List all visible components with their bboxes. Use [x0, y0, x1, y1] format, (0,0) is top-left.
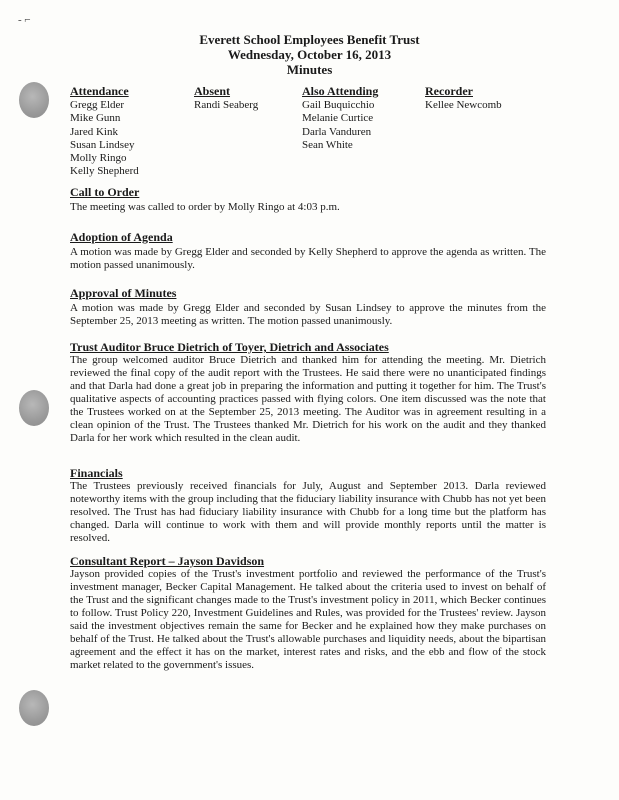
attendee-name: Mike Gunn	[70, 112, 121, 125]
meeting-date: Wednesday, October 16, 2013	[227, 47, 392, 62]
binder-hole-top	[19, 82, 49, 118]
document-header	[0, 32, 619, 77]
attendee-name: Kelly Shepherd	[70, 165, 139, 178]
also-attending-column	[302, 85, 378, 152]
binder-hole-middle	[19, 390, 49, 426]
absent-heading: Absent	[194, 84, 231, 98]
section-heading: Call to Order	[70, 185, 140, 199]
guest-name: Sean White	[302, 138, 353, 151]
financials-section	[70, 467, 546, 545]
adoption-of-agenda-section	[70, 231, 546, 272]
attendance-heading: Attendance	[70, 84, 129, 98]
attendee-name: Molly Ringo	[70, 152, 127, 165]
section-heading: Financials	[70, 466, 123, 480]
call-to-order-section	[70, 186, 546, 214]
recorder-heading: Recorder	[425, 84, 473, 98]
org-title: Everett School Employees Benefit Trust	[199, 32, 420, 47]
section-heading: Adoption of Agenda	[70, 230, 173, 244]
absent-column	[194, 85, 258, 112]
attendee-name: Susan Lindsey	[70, 138, 135, 151]
section-body: The meeting was called to order by Molly Ringo at 4:03 p.m.	[70, 201, 340, 213]
section-body: The Trustees previously received financials for July, August and September 2013. Darla reviewed noteworthy items with the group including that the fiduciary liability insurance with Chubb has not yet been resolved. The Trust has had fiduciary liability insurance with Chubb for a long time but the platform has changed. Darla will continue to work with them and will provide monthly reports until the matter is resolved.	[70, 480, 546, 544]
recorder-name: Kellee Newcomb	[425, 99, 502, 112]
attendee-name: Gregg Elder	[70, 99, 125, 112]
document-type: Minutes	[286, 62, 333, 77]
attendance-column	[70, 85, 139, 178]
guest-name: Darla Vanduren	[302, 125, 372, 138]
section-body: The group welcomed auditor Bruce Dietrich and thanked him for attending the meeting. Mr. Dietrich reviewed the final copy of the audit report with the Trustees. He said there were no unanticipated findings and that Darla had done a great job in preparing the information and putting it together for him. The Trust's qualitative aspects of accounting practices passed with flying colors. One item discussed was the note that the Trustees worked on at the September 25, 2013 meeting. The Auditor was in agreement resulting in a clean opinion of the Trust. The Trustees thanked Mr. Dietrich for his work on the audit and they thanked Darla for her work which resulted in the clean audit.	[70, 354, 546, 444]
trust-auditor-section	[70, 341, 546, 445]
attendee-name: Jared Kink	[70, 125, 118, 138]
consultant-report-section	[70, 555, 546, 672]
absent-name: Randi Seaberg	[194, 99, 259, 112]
section-body: Jayson provided copies of the Trust's investment portfolio and reviewed the performance of the Trust's investment manager, Becker Capital Management. He talked about the criteria used to invest on behalf of the Trust and the significant changes made to the Trust's investment policy in 2011, which Becker continues to follow. Trust Policy 220, Investment Guidelines and Rules, was provided for the Trustees' review. Jayson said the investment objectives remain the same for Becker and he explained how they make purchases on behalf of the Trust. He talked about the Trust's allowable purchases and liquidity needs, about the bipartisan agreement and the effect it has on the market, interest rates and risks, and the ebb and flow of the stock market related to the government's issues.	[70, 568, 546, 671]
also-attending-heading: Also Attending	[302, 84, 379, 98]
section-body: A motion was made by Gregg Elder and seconded by Susan Lindsey to approve the minutes from the September 25, 2013 meeting as written. The motion passed unanimously.	[70, 302, 546, 327]
approval-of-minutes-section	[70, 287, 546, 328]
section-heading: Trust Auditor Bruce Dietrich of Toyer, Dietrich and Associates	[70, 340, 389, 354]
section-heading: Approval of Minutes	[70, 286, 177, 300]
section-body: A motion was made by Gregg Elder and seconded by Kelly Shepherd to approve the agenda as written. The motion passed unanimously.	[70, 246, 546, 271]
guest-name: Gail Buquicchio	[302, 99, 375, 112]
recorder-column	[425, 85, 502, 112]
binder-hole-bottom	[19, 690, 49, 726]
corner-mark: - ⌐	[18, 14, 31, 26]
section-heading: Consultant Report – Jayson Davidson	[70, 554, 265, 568]
guest-name: Melanie Curtice	[302, 112, 374, 125]
